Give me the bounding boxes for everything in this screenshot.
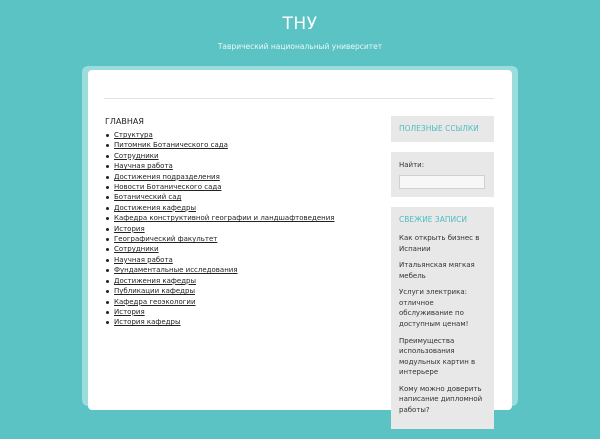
- menu-item: [105, 265, 355, 275]
- menu-link[interactable]: Достижения подразделения: [114, 172, 220, 181]
- menu-item: [105, 213, 355, 223]
- recent-posts-widget: [391, 207, 494, 429]
- menu-item: [105, 234, 355, 244]
- main-content: [105, 117, 355, 328]
- search-input[interactable]: [399, 175, 485, 189]
- site-title[interactable]: ТНУ: [282, 14, 318, 34]
- menu-item: [105, 317, 355, 327]
- menu-link[interactable]: Ботанический сад: [114, 193, 182, 202]
- menu-link[interactable]: Географический факультет: [114, 235, 218, 244]
- menu-item: [105, 192, 355, 202]
- recent-post-link[interactable]: Преимущества использования модульных картин в интерьере: [399, 336, 476, 377]
- search-label: Найти:: [399, 161, 425, 169]
- menu-item: [105, 255, 355, 265]
- menu-link[interactable]: Структура: [114, 131, 153, 139]
- menu-item: [105, 130, 355, 140]
- menu-link[interactable]: Кафедра конструктивной географии и ландшафтоведения: [114, 214, 335, 223]
- sidebar: [391, 116, 494, 439]
- menu-link[interactable]: Фундаментальные исследования: [114, 266, 238, 275]
- menu-link[interactable]: История: [114, 307, 145, 316]
- search-widget: [391, 152, 494, 197]
- recent-posts-title: СВЕЖИЕ ЗАПИСИ: [399, 215, 467, 224]
- useful-links-title: ПОЛЕЗНЫЕ ССЫЛКИ: [399, 124, 479, 133]
- recent-post-link[interactable]: Итальянская мягкая мебель: [399, 261, 475, 280]
- list-item: [399, 287, 486, 329]
- site-header: [0, 0, 600, 66]
- menu-link[interactable]: Научная работа: [114, 255, 173, 264]
- page-title: ГЛАВНАЯ: [105, 117, 144, 126]
- recent-post-link[interactable]: Услуги электрика: отличное обслуживание по доступным ценам!: [399, 288, 469, 328]
- menu-item: [105, 307, 355, 317]
- menu-link[interactable]: Достижения кафедры: [114, 276, 197, 285]
- menu-link[interactable]: Питомник Ботанического сада: [114, 141, 228, 150]
- divider: [104, 98, 494, 99]
- recent-posts-list: [399, 233, 486, 415]
- list-item: [399, 336, 486, 378]
- menu-link[interactable]: Кафедра геоэкологии: [114, 297, 196, 306]
- menu-item: [105, 140, 355, 150]
- menu-item: [105, 151, 355, 161]
- menu-item: [105, 286, 355, 296]
- menu-link[interactable]: Сотрудники: [114, 245, 159, 254]
- useful-links-widget: [391, 116, 494, 142]
- menu-item: [105, 182, 355, 192]
- menu-link[interactable]: История кафедры: [114, 318, 181, 327]
- menu-item: [105, 203, 355, 213]
- menu-link[interactable]: Достижения кафедры: [114, 203, 197, 212]
- menu-item: [105, 297, 355, 307]
- menu-link[interactable]: История: [114, 224, 145, 233]
- site-description: Таврический национальный университет: [217, 42, 383, 51]
- menu-item: [105, 161, 355, 171]
- list-item: [399, 260, 486, 281]
- menu-item: [105, 276, 355, 286]
- recent-post-link[interactable]: Кому можно доверить написание дипломной работы?: [399, 384, 483, 414]
- menu-link[interactable]: Новости Ботанического сада: [114, 183, 222, 192]
- list-item: [399, 233, 486, 254]
- menu-link[interactable]: Сотрудники: [114, 151, 159, 160]
- menu-item: [105, 172, 355, 182]
- recent-post-link[interactable]: Как открыть бизнес в Испании: [399, 234, 480, 253]
- page-menu: [105, 130, 355, 328]
- menu-link[interactable]: Публикации кафедры: [114, 287, 195, 296]
- menu-link[interactable]: Научная работа: [114, 162, 173, 171]
- menu-item: [105, 224, 355, 234]
- menu-item: [105, 244, 355, 254]
